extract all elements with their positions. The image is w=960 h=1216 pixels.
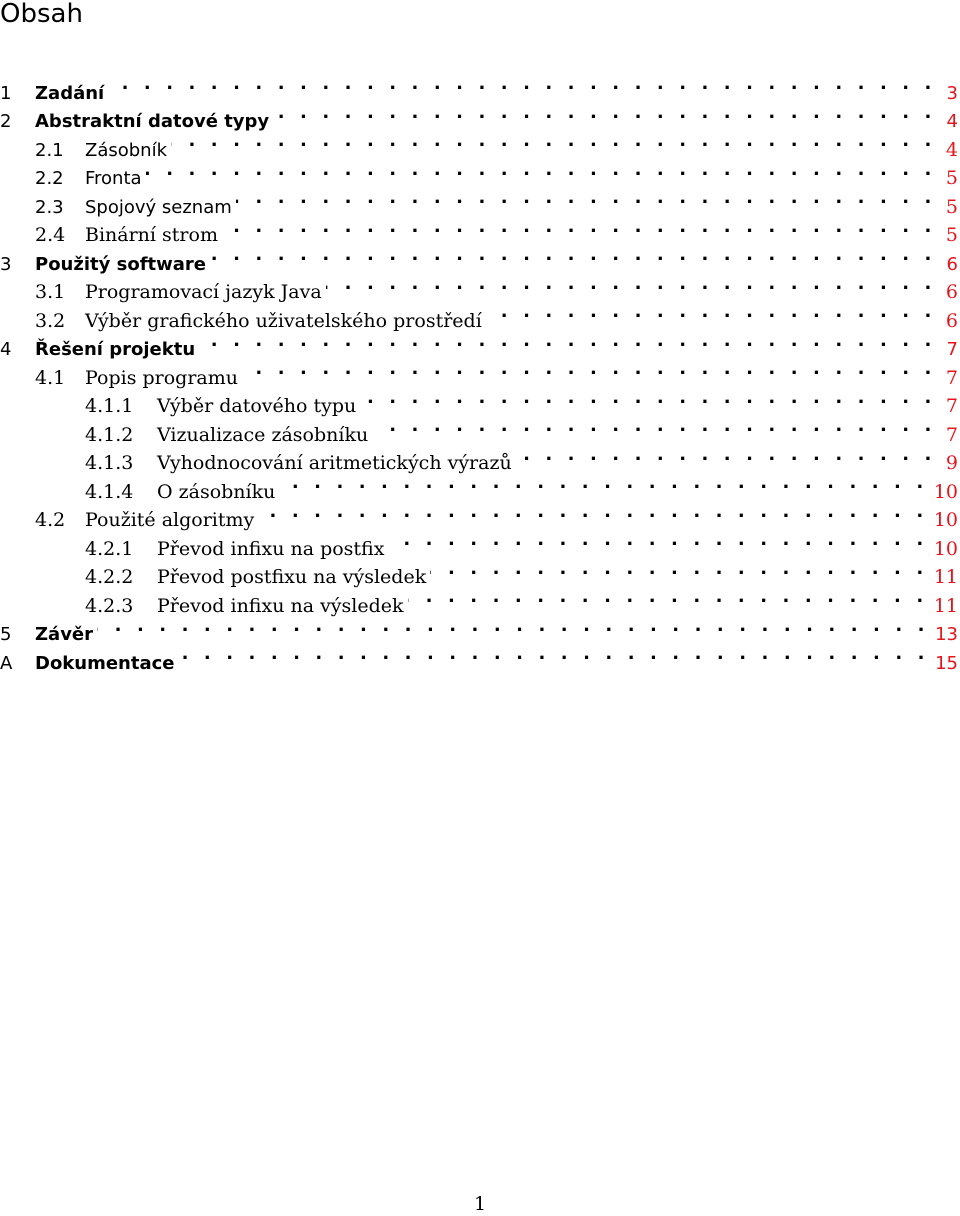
toc-entry-page-link[interactable]: 11 (933, 594, 958, 617)
toc-entry[interactable] (0, 526, 960, 560)
toc-entry[interactable] (0, 612, 960, 645)
toc-entry-title[interactable]: Binární strom (85, 224, 218, 246)
toc-entry-label (0, 650, 179, 679)
dot-leader (279, 469, 927, 498)
dot-leader (273, 99, 936, 128)
toc-entry-number: 4.2.1 (85, 537, 134, 560)
dot-leader (199, 327, 936, 356)
dot-leader (486, 298, 936, 327)
dot-leader (430, 555, 928, 584)
dot-leader (516, 441, 936, 470)
toc-entry[interactable] (0, 99, 960, 132)
toc-entry[interactable] (0, 70, 960, 104)
toc-entry-number: 2.2 (35, 168, 64, 189)
toc-entry[interactable] (0, 298, 960, 332)
toc-entry-number: 4.1.2 (85, 423, 134, 446)
dot-leader (179, 640, 930, 669)
toc-entry[interactable] (0, 583, 960, 617)
toc-entry-number: 5 (0, 624, 12, 645)
toc-entry[interactable] (0, 640, 960, 674)
toc-entry-title[interactable]: Vizualizace zásobníku (157, 423, 369, 446)
toc-entry-page-link[interactable]: 7 (945, 423, 958, 446)
dot-leader (97, 612, 929, 641)
toc-entry-number: 4.1.1 (85, 395, 134, 417)
toc-entry-title[interactable]: Použitý software (35, 253, 206, 275)
toc-entry-number: 4.2 (35, 509, 66, 531)
page-title: Obsah (0, 0, 83, 29)
toc-entry-page-link[interactable]: 11 (933, 566, 958, 588)
dot-leader (236, 184, 936, 213)
toc-entry-title[interactable]: Zásobník (85, 139, 168, 161)
toc-entry-number: 4.1.4 (85, 480, 134, 503)
toc-entry-page-link[interactable]: 5 (945, 224, 958, 246)
toc-entry-page-link[interactable]: 15 (935, 652, 958, 674)
toc-entry[interactable] (0, 355, 960, 389)
toc-entry[interactable] (0, 498, 960, 531)
toc-entry-title[interactable]: Závěr (35, 624, 94, 645)
toc-entry-number: 4.1.3 (85, 452, 134, 474)
toc-entry-number: 3.2 (35, 309, 66, 332)
toc-entry-page-link[interactable]: 10 (933, 537, 958, 560)
toc-entry-number: 2.4 (35, 224, 66, 246)
toc-entry-page-link[interactable]: 5 (945, 195, 958, 218)
toc-entry-title[interactable]: Řešení projektu (35, 339, 196, 360)
toc-entry-title[interactable]: Výběr datového typu (157, 395, 357, 417)
dot-leader (258, 498, 928, 527)
toc-entry-number: 4.1 (35, 366, 66, 389)
toc-entry-title[interactable]: O zásobníku (157, 480, 276, 503)
toc-entry-title[interactable]: Výběr grafického uživatelského prostředí (85, 309, 482, 332)
toc-entry-title[interactable]: Převod infixu na postfix (157, 537, 385, 560)
dot-leader (146, 156, 936, 185)
toc-entry[interactable] (0, 127, 960, 161)
toc-entry-page-link[interactable]: 4 (946, 111, 958, 132)
toc-entry[interactable] (0, 184, 960, 218)
toc-entry-page-link[interactable]: 7 (945, 395, 958, 417)
dot-leader (326, 270, 936, 299)
dot-leader (222, 213, 936, 242)
toc-entry[interactable] (0, 441, 960, 474)
dot-leader (210, 241, 936, 270)
toc-entry-page-link[interactable]: 4 (945, 138, 958, 161)
toc-entry[interactable] (0, 270, 960, 303)
dot-leader (108, 70, 936, 99)
toc-entry-title[interactable]: Převod infixu na výsledek (157, 594, 404, 617)
toc-entry[interactable] (0, 327, 960, 360)
dot-leader (242, 355, 936, 384)
toc-entry-number: 2.1 (35, 139, 64, 161)
toc-entry-page-link[interactable]: 9 (945, 452, 958, 474)
toc-entry-number: 3.1 (35, 281, 66, 303)
toc-entry[interactable] (0, 555, 960, 588)
toc-entry[interactable] (0, 412, 960, 446)
toc-entry-number: A (0, 652, 13, 674)
toc-entry-number: 1 (0, 82, 12, 104)
toc-entry-page-link[interactable]: 6 (945, 309, 958, 332)
toc-entry-page-link[interactable]: 10 (933, 480, 958, 503)
toc-entry-number: 4.2.3 (85, 594, 134, 617)
toc-entry-page-link[interactable]: 13 (935, 624, 958, 645)
dot-leader (388, 526, 927, 555)
toc-entry-page-link[interactable]: 6 (946, 253, 958, 275)
page-number: 1 (473, 1193, 487, 1215)
toc-entry-title[interactable]: Abstraktní datové typy (35, 111, 270, 132)
toc-entry-title[interactable]: Fronta (85, 168, 142, 189)
toc-entry-title[interactable]: Programovací jazyk Java (85, 281, 322, 303)
toc-entry-page-link[interactable]: 6 (945, 281, 958, 303)
toc-entry[interactable] (0, 241, 960, 275)
toc-entry-title[interactable]: Zadání (35, 82, 105, 104)
table-of-contents (0, 70, 960, 674)
toc-entry-page-link[interactable]: 10 (933, 509, 958, 531)
dot-leader (372, 412, 936, 441)
toc-entry-title[interactable]: Spojový seznam (85, 196, 232, 218)
toc-entry-number: 2.3 (35, 196, 64, 218)
toc-entry-page-link[interactable]: 7 (945, 366, 958, 389)
toc-entry-title[interactable]: Dokumentace (35, 652, 175, 674)
toc-entry[interactable] (0, 469, 960, 503)
toc-entry-number: 4 (0, 339, 12, 360)
toc-entry-title[interactable]: Popis programu (85, 366, 238, 389)
toc-entry-title[interactable]: Převod postfixu na výsledek (157, 566, 427, 588)
toc-entry-number: 2 (0, 111, 12, 132)
dot-leader (171, 127, 936, 156)
dot-leader (360, 384, 936, 413)
dot-leader (408, 583, 928, 612)
toc-entry[interactable] (0, 213, 960, 246)
toc-entry-title[interactable]: Vyhodnocování aritmetických výrazů (157, 452, 512, 474)
toc-entry[interactable] (0, 384, 960, 417)
toc-entry-page-link[interactable]: 5 (945, 167, 958, 189)
toc-entry-page-link[interactable]: 7 (946, 339, 958, 360)
toc-entry-number: 3 (0, 253, 12, 275)
toc-entry-page-link[interactable]: 3 (946, 82, 958, 104)
toc-entry-title[interactable]: Použité algoritmy (85, 509, 255, 531)
toc-entry-number: 4.2.2 (85, 566, 134, 588)
toc-entry[interactable] (0, 156, 960, 189)
